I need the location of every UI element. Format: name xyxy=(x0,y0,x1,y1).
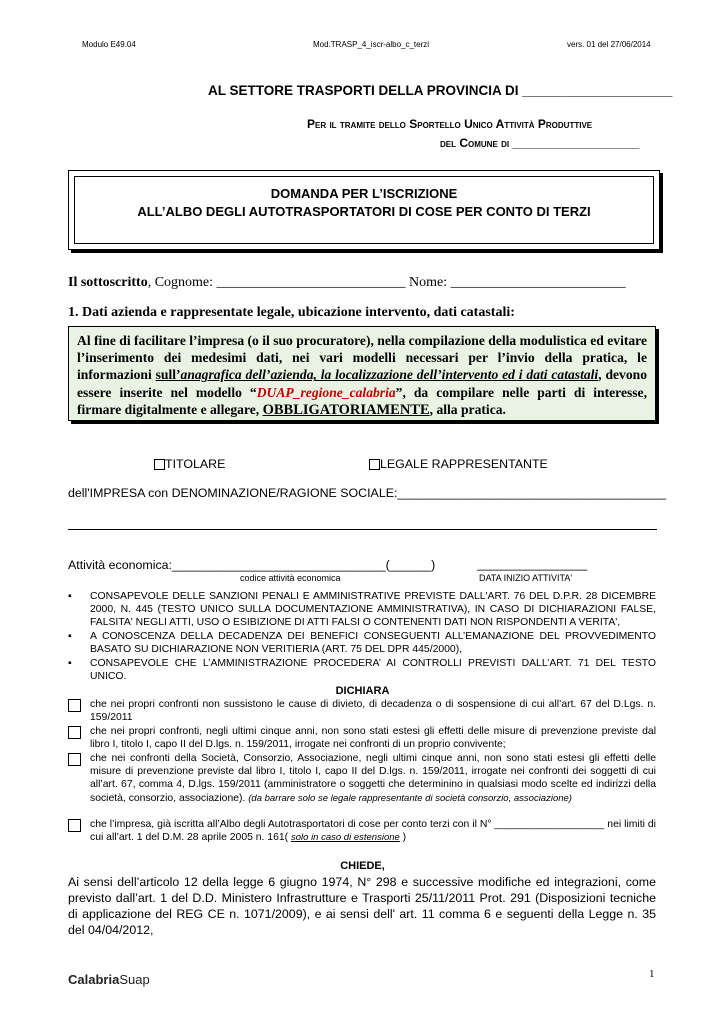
note-underlined-prefix: sull’ xyxy=(155,367,181,383)
note-model-name: DUAP_regione_calabria xyxy=(256,384,396,400)
calabriasuap-logo xyxy=(68,972,150,987)
consapevole-bullet-1: ▪ CONSAPEVOLE DELLE SANZIONI PENALI E AMMINISTRATIVE PREVISTE DALL'ART. 76 DEL D.P.R. 28 DICEMBRE 2000, N. 445 (TESTO UNICO SULLA DOCUMENTAZIONE AMMINISTRATIVA), IN CASO DI DICHIARAZIONI FALSE, FALSITA' NEGLI ATTI, USO O ESIBIZIONE DI ATTI FALSI O CONTENENTI DATI NON RISPONDENTI A VERITA', xyxy=(68,591,656,629)
activity-code-field[interactable]: Attività economica:_______________________________(______) xyxy=(68,558,436,572)
section-1-heading: 1. Dati azienda e rappresentate legale, ubicazione intervento, dati catastali: xyxy=(68,305,515,320)
consapevole-bullet-2: ▪ A CONOSCENZA DELLA DECADENZA DEI BENEFICI CONSEGUENTI ALL’EMANAZIONE DEL PROVVEDIMENTO BASATO SU DICHIARAZIONE NON VERITIERIA (ART. 75 DEL DPR 445/2000), xyxy=(68,631,656,656)
logo-light: Suap xyxy=(119,972,150,987)
legale-label: LEGALE RAPPRESENTANTE xyxy=(380,457,548,471)
bullet-mark: ▪ xyxy=(68,591,72,602)
note-text-2: , devono essere inserite nel modello “ xyxy=(77,367,647,400)
title-line-1: DOMANDA PER L’ISCRIZIONE xyxy=(270,186,458,201)
title-box-inner xyxy=(74,176,654,244)
form-version: vers. 01 del 27/06/2014 xyxy=(567,40,651,49)
chiede-text: Ai sensi dell’articolo 12 della legge 6 giugno 1974, N° 298 e successive modifiche ed integrazioni, come previsto dall’art. 1 del D.D. Ministero Infrastrutture e Trasporti 25/11/2011 Prot. 291 (Disposizioni tecniche di applicazione del REG CE n. 1071/2009), e ai sensi dell' art. 11 comma 6 e seguenti della Legge n. 35 del 04/04/2012, xyxy=(68,875,656,937)
addressee-province: AL SETTORE TRASPORTI DELLA PROVINCIA DI ____________________ xyxy=(208,83,673,98)
form-code: Modulo E49.04 xyxy=(82,40,136,49)
form-filename: Mod.TRASP_4_iscr-albo_c_terzi xyxy=(313,40,430,49)
signer-name-fields[interactable]: , Cognome: ___________________________ Nome: _________________________ xyxy=(147,275,626,290)
legale-checkbox[interactable] xyxy=(369,459,380,470)
dichiara-heading: DICHIARA xyxy=(335,685,390,697)
activity-date-caption: DATA INIZIO ATTIVITA' xyxy=(479,573,573,583)
role-legale[interactable] xyxy=(369,457,548,471)
bullet-mark: ▪ xyxy=(68,658,72,669)
note-underlined-data: anagrafica dell’azienda, la localizzazione dell’intervento ed i dati catastali xyxy=(180,367,599,383)
titolare-label: TITOLARE xyxy=(165,457,226,471)
dichiara-item-3: che nei confronti della Società, Consorzio, Associazione, negli ultimi cinque anni, non sono stati estesi gli effetti delle misure di prevenzione previste dal libro I, titolo I, capo II del D.lgs. n. 159/2011, irrogate nei confronti dei soggetti di cui all’art. 67, comma 4, D.lgs. 159/2011 (amministratore o soggetti che determinino in qualsiasi modo scelte ed indirizzi della società, consorzio, associazione). (da barrare solo se legale rappresentante di società consorzio, associazione) xyxy=(90,753,656,804)
consapevole-bullet-3: ▪ CONSAPEVOLE CHE L’AMMINISTRAZIONE PROCEDERA’ AI CONTROLLI PREVISTI DALL’ART. 71 DEL TESTO UNICO. xyxy=(68,658,656,683)
signer-line xyxy=(68,275,626,291)
dichiara-checkbox-4[interactable] xyxy=(68,819,81,832)
logo-bold: Calabria xyxy=(68,972,120,987)
addressee-suap: Per il tramite dello Sportello Unico Attività Produttive xyxy=(307,117,593,131)
dichiara-checkbox-1[interactable] xyxy=(68,699,81,712)
company-name-field[interactable]: dell'IMPRESA con DENOMINAZIONE/RAGIONE SOCIALE:_______________________________________ xyxy=(68,486,667,500)
addressee-comune: del Comune di ___________________ xyxy=(440,136,640,150)
activity-code-caption: codice attività economica xyxy=(240,573,341,583)
activity-date-field[interactable]: ________________ xyxy=(477,557,588,571)
info-note xyxy=(68,326,656,421)
chiede-heading: CHIEDE, xyxy=(340,860,385,872)
note-text-3: ”, da compilare nelle parti di interesse, firmare digitalmente e allegare, xyxy=(77,384,647,417)
signer-label: Il sottoscritto xyxy=(68,275,148,290)
dichiara-item-3-note: (da barrare solo se legale rappresentante di società consorzio, associazione) xyxy=(248,792,572,804)
dichiara-checkbox-3[interactable] xyxy=(68,753,81,766)
dichiara-item-4-note: solo in caso di estensione xyxy=(291,832,400,844)
bullet-mark: ▪ xyxy=(68,631,72,642)
page-number: 1 xyxy=(649,968,655,980)
dichiara-item-4: che l’impresa, già iscritta all’Albo degli Autotrasportatori di cose per conto terzi con il N° ___________________ nei limiti di cui all’art. 1 del D.M. 28 aprile 2005 n. 161( solo in caso di estensione ) xyxy=(90,819,656,844)
note-mandatory: OBBLIGATORIAMENTE xyxy=(262,401,430,418)
title-box xyxy=(68,170,660,250)
dichiara-checkbox-2[interactable] xyxy=(68,726,81,739)
blank-line-divider xyxy=(68,529,657,530)
dichiara-item-1: che nei propri confronti non sussistono le cause di divieto, di decadenza o di sospensione di cui all’art. 67 del D.Lgs. n. 159/2011 xyxy=(90,699,656,724)
note-text-1: Al fine di facilitare l’impresa (o il suo procuratore), nella compilazione della modulistica ed evitare l’inserimento dei medesimi dati, nei vari modelli necessari per l’invio della pratica, le informazioni xyxy=(77,333,647,383)
dichiara-item-2: che nei propri confronti, negli ultimi cinque anni, non sono stati estesi gli effetti delle misure di prevenzione previste dal libro I, titolo I, capo II del D.lgs. n. 159/2011, irrogate nei confronti di un proprio convivente; xyxy=(90,726,656,751)
title-line-2: ALL’ALBO DEGLI AUTOTRASPORTATORI DI COSE PER CONTO DI TERZI xyxy=(137,204,591,219)
note-text-4: , alla pratica. xyxy=(429,401,506,417)
titolare-checkbox[interactable] xyxy=(154,459,165,470)
role-titolare[interactable] xyxy=(154,457,225,471)
